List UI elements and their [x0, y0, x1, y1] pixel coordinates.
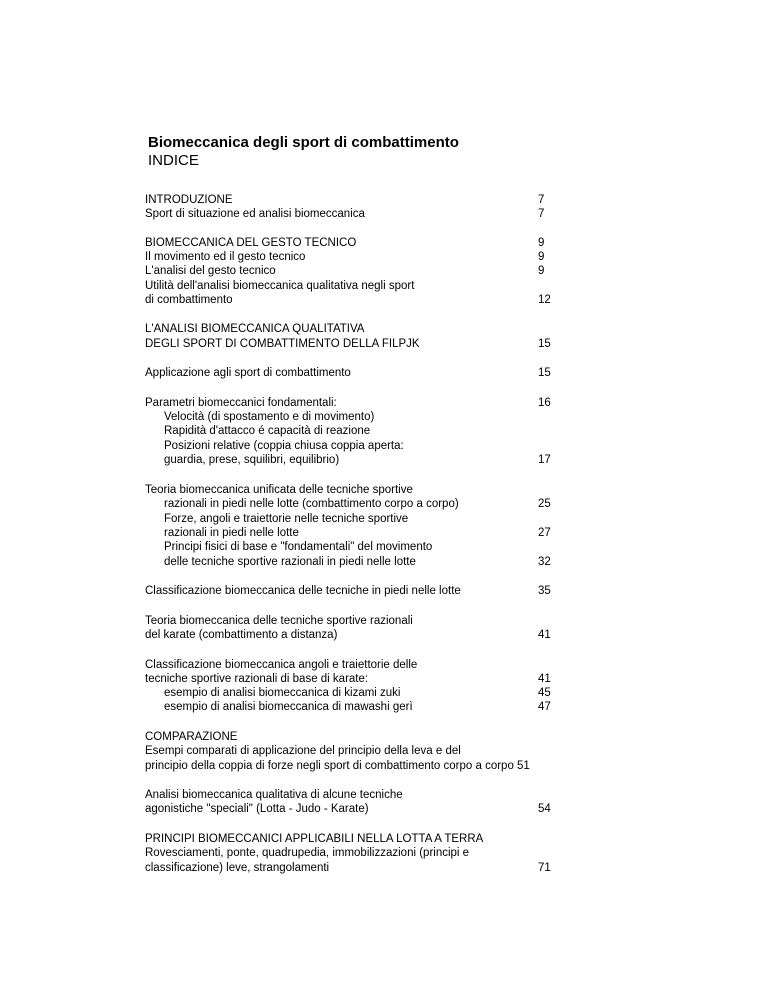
toc-entry: guardia, prese, squilibri, equilibrio)	[164, 454, 340, 466]
toc-page-number: 45	[538, 687, 551, 699]
toc-entry: razionali in piedi nelle lotte (combattimento corpo a corpo)	[164, 498, 459, 510]
toc-entry: COMPARAZIONE	[145, 731, 238, 743]
toc-page-number: 7	[538, 208, 545, 220]
toc-entry: tecniche sportive razionali di base di karate:	[145, 673, 369, 685]
toc-page-number: 17	[538, 454, 551, 466]
toc-page-number: 27	[538, 527, 551, 539]
toc-entry: Classificazione biomeccanica delle tecniche in piedi nelle lotte	[145, 585, 461, 597]
toc-entry: Applicazione agli sport di combattimento	[145, 367, 351, 379]
toc-entry: DEGLI SPORT DI COMBATTIMENTO DELLA FILPJK	[145, 338, 420, 350]
toc-page-number: 25	[538, 498, 551, 510]
toc-page-number: 54	[538, 803, 551, 815]
toc-page-number: 71	[538, 862, 551, 874]
toc-entry: Forze, angoli e traiettorie nelle tecniche sportive	[164, 513, 409, 525]
toc-entry: Utilità dell'analisi biomeccanica qualitativa negli sport	[145, 280, 415, 292]
toc-page-number: 41	[538, 673, 551, 685]
document-title: Biomeccanica degli sport di combattimento	[148, 134, 459, 151]
toc-entry: principio della coppia di forze negli sport di combattimento corpo a corpo 51	[145, 760, 530, 772]
toc-entry: Il movimento ed il gesto tecnico	[145, 251, 306, 263]
toc-entry: L'analisi del gesto tecnico	[145, 265, 276, 277]
toc-page-number: 32	[538, 556, 551, 568]
toc-entry: Parametri biomeccanici fondamentali:	[145, 397, 337, 409]
toc-page-number: 7	[538, 194, 545, 206]
toc-entry: Esempi comparati di applicazione del principio della leva e del	[145, 745, 461, 757]
toc-page-number: 41	[538, 629, 551, 641]
toc-entry: Rovesciamenti, ponte, quadrupedia, immobilizzazioni (principi e	[145, 847, 470, 859]
toc-page-number: 9	[538, 265, 545, 277]
toc-entry: esempio di analisi biomeccanica di mawashi gerì	[164, 701, 413, 713]
toc-entry: Principi fisici di base e "fondamentali" del movimento	[164, 541, 433, 553]
index-heading: INDICE	[148, 152, 199, 169]
toc-entry: Classificazione biomeccanica angoli e traiettorie delle	[145, 659, 418, 671]
toc-entry: Sport di situazione ed analisi biomeccanica	[145, 208, 365, 220]
toc-entry: L'ANALISI BIOMECCANICA QUALITATIVA	[145, 323, 365, 335]
toc-entry: INTRODUZIONE	[145, 194, 233, 206]
toc-entry: PRINCIPI BIOMECCANICI APPLICABILI NELLA LOTTA A TERRA	[145, 833, 484, 845]
toc-entry: classificazione) leve, strangolamenti	[145, 862, 330, 874]
toc-entry: agonistiche "speciali" (Lotta - Judo - Karate)	[145, 803, 369, 815]
toc-page-number: 15	[538, 338, 551, 350]
toc-entry: Teoria biomeccanica delle tecniche sportive razionali	[145, 615, 413, 627]
toc-page-number: 16	[538, 397, 551, 409]
toc-entry: del karate (combattimento a distanza)	[145, 629, 338, 641]
toc-page-number: 35	[538, 585, 551, 597]
toc-entry: BIOMECCANICA DEL GESTO TECNICO	[145, 237, 357, 249]
toc-entry: di combattimento	[145, 294, 233, 306]
toc-page-number: 15	[538, 367, 551, 379]
toc-entry: esempio di analisi biomeccanica di kizami zuki	[164, 687, 401, 699]
toc-page-number: 12	[538, 294, 551, 306]
toc-entry: Analisi biomeccanica qualitativa di alcune tecniche	[145, 789, 403, 801]
toc-entry: razionali in piedi nelle lotte	[164, 527, 299, 539]
toc-page-number: 9	[538, 251, 545, 263]
toc-entry: Posizioni relative (coppia chiusa coppia aperta:	[164, 440, 404, 452]
toc-entry: delle tecniche sportive razionali in piedi nelle lotte	[164, 556, 416, 568]
toc-entry: Rapidità d'attacco é capacità di reazione	[164, 425, 371, 437]
toc-entry: Teoria biomeccanica unificata delle tecniche sportive	[145, 484, 413, 496]
toc-page-number: 47	[538, 701, 551, 713]
toc-page-number: 9	[538, 237, 545, 249]
toc-entry: Velocità (di spostamento e di movimento)	[164, 411, 375, 423]
